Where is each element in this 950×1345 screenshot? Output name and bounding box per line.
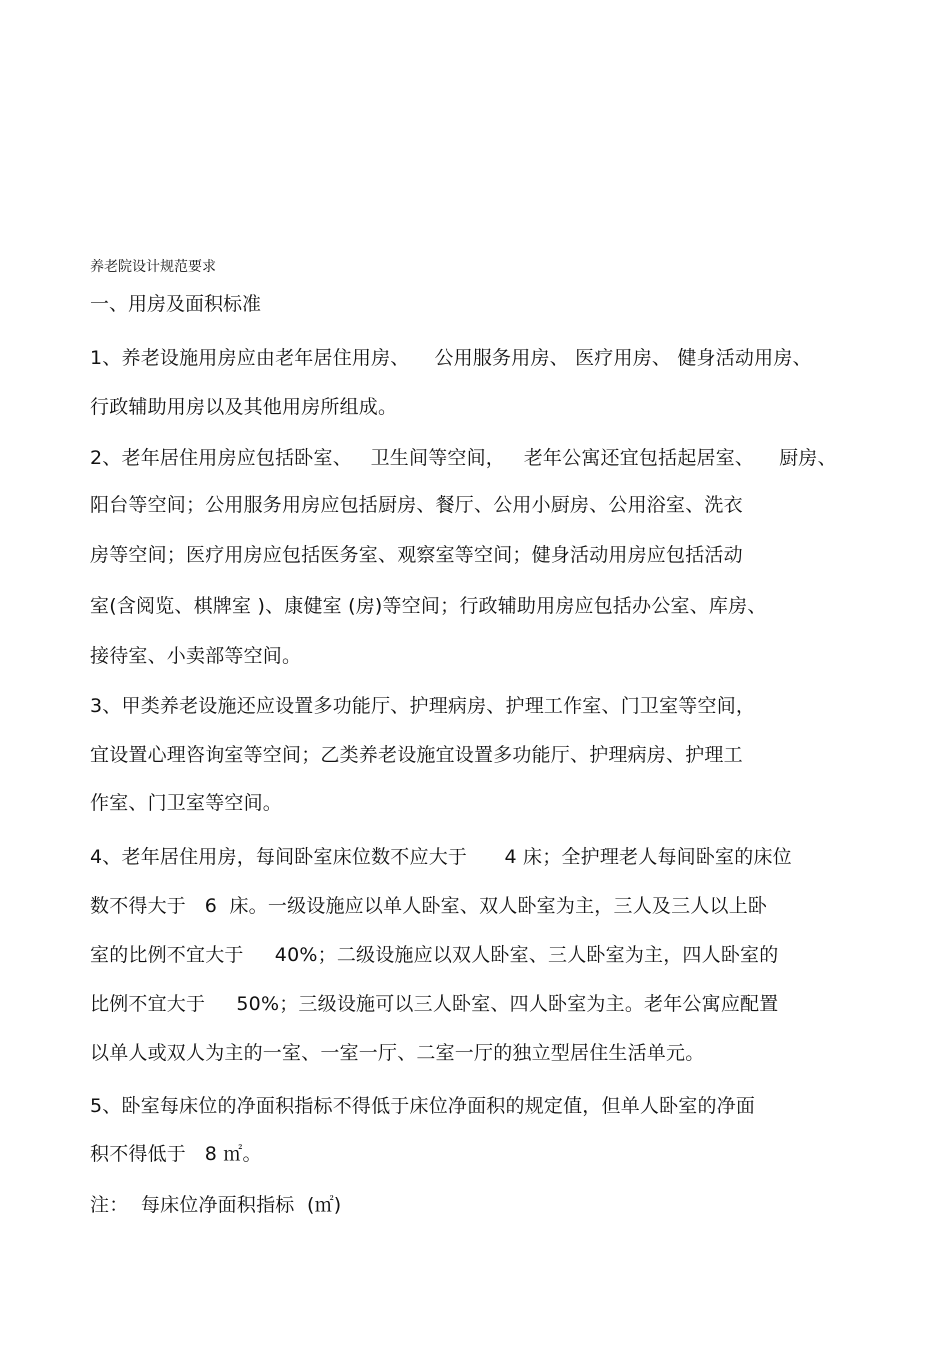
paragraph-line: 积不得低于 8 ㎡。 [90,1143,262,1165]
paragraph-line: 2、老年居住用房应包括卧室、 卫生间等空间， 老年公寓还宜包括起居室、 厨房、 [90,447,837,469]
paragraph-line: 行政辅助用房以及其他用房所组成。 [90,396,398,418]
paragraph-line: 室的比例不宜大于 40%；二级设施应以双人卧室、三人卧室为主，四人卧室的 [90,944,779,966]
paragraph-line: 数不得大于 6 床。一级设施应以单人卧室、双人卧室为主，三人及三人以上卧 [90,895,768,917]
document-title: 养老院设计规范要求 [90,259,216,275]
paragraph-line: 3、甲类养老设施还应设置多功能厅、护理病房、护理工作室、门卫室等空间， [90,695,756,717]
note-line: 注： 每床位净面积指标 (㎡) [90,1194,342,1216]
paragraph-line: 室(含阅览、棋牌室 )、康健室 (房)等空间；行政辅助用房应包括办公室、库房、 [90,595,767,617]
paragraph-line: 接待室、小卖部等空间。 [90,645,302,667]
paragraph-line: 4、老年居住用房，每间卧室床位数不应大于 4 床；全护理老人每间卧室的床位 [90,846,792,868]
paragraph-line: 阳台等空间；公用服务用房应包括厨房、餐厅、公用小厨房、公用浴室、洗衣 [90,494,743,516]
paragraph-line: 以单人或双人为主的一室、一室一厅、二室一厅的独立型居住生活单元。 [90,1042,705,1064]
paragraph-line: 宜设置心理咨询室等空间；乙类养老设施宜设置多功能厅、护理病房、护理工 [90,744,743,766]
paragraph-line: 房等空间；医疗用房应包括医务室、观察室等空间；健身活动用房应包括活动 [90,544,743,566]
section-heading: 一、用房及面积标准 [90,293,262,315]
paragraph-line: 5、卧室每床位的净面积指标不得低于床位净面积的规定值，但单人卧室的净面 [90,1095,756,1117]
paragraph-line: 作室、门卫室等空间。 [90,792,283,814]
paragraph-line: 比例不宜大于 50%；三级设施可以三人卧室、四人卧室为主。老年公寓应配置 [90,993,779,1015]
paragraph-line: 1、养老设施用房应由老年居住用房、 公用服务用房、 医疗用房、 健身活动用房、 [90,347,812,369]
